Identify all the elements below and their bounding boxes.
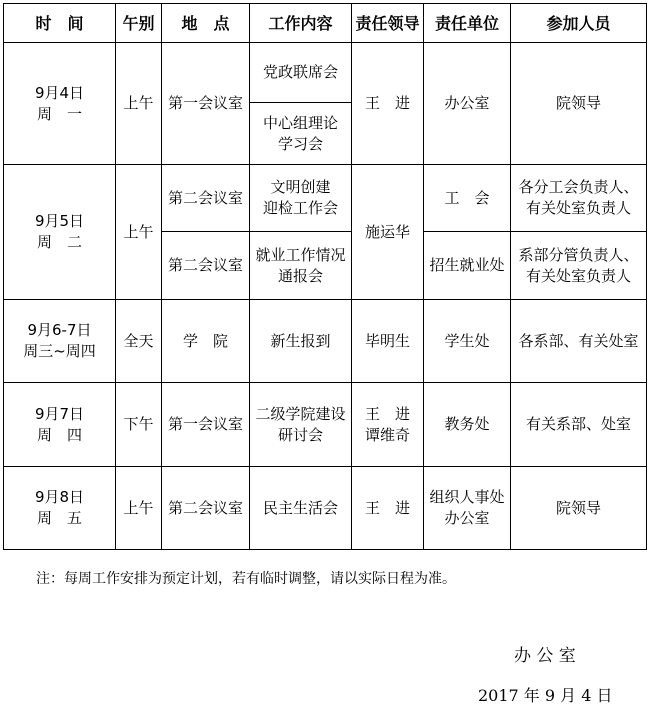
cell-leader: 王 进 谭维奇 xyxy=(352,383,424,467)
cell-attendees: 院领导 xyxy=(511,467,647,550)
cell-time: 9月8日 周 五 xyxy=(4,467,116,550)
cell-period: 全天 xyxy=(116,300,162,383)
header-unit: 责任单位 xyxy=(424,4,511,43)
cell-time: 9月6-7日 周三~周四 xyxy=(4,300,116,383)
cell-content: 文明创建 迎检工作会 xyxy=(250,165,352,232)
cell-content: 新生报到 xyxy=(250,300,352,383)
cell-place: 第二会议室 xyxy=(162,165,250,232)
cell-place: 第一会议室 xyxy=(162,43,250,165)
cell-period: 上午 xyxy=(116,165,162,300)
cell-unit: 办公室 xyxy=(424,43,511,165)
cell-place: 学 院 xyxy=(162,300,250,383)
cell-time: 9月4日 周 一 xyxy=(4,43,116,165)
header-row xyxy=(4,4,647,43)
table-row xyxy=(4,300,647,383)
cell-time: 9月7日 周 四 xyxy=(4,383,116,467)
cell-leader: 施运华 xyxy=(352,165,424,300)
cell-time: 9月5日 周 二 xyxy=(4,165,116,300)
cell-content: 二级学院建设 研讨会 xyxy=(250,383,352,467)
cell-place: 第一会议室 xyxy=(162,383,250,467)
header-time: 时 间 xyxy=(4,4,116,43)
cell-unit: 招生就业处 xyxy=(424,232,511,300)
cell-unit: 组织人事处 办公室 xyxy=(424,467,511,550)
header-leader: 责任领导 xyxy=(352,4,424,43)
cell-leader: 王 进 xyxy=(352,467,424,550)
header-content: 工作内容 xyxy=(250,4,352,43)
signature-date: 2017 年 9 月 4 日 xyxy=(478,686,613,705)
cell-attendees: 院领导 xyxy=(511,43,647,165)
cell-leader: 王 进 xyxy=(352,43,424,165)
cell-content: 民主生活会 xyxy=(250,467,352,550)
header-place: 地 点 xyxy=(162,4,250,43)
schedule-table xyxy=(3,3,647,550)
cell-content: 中心组理论 学习会 xyxy=(250,103,352,165)
schedule-note: 注：每周工作安排为预定计划，若有临时调整，请以实际日程为准。 xyxy=(36,571,456,587)
cell-place: 第二会议室 xyxy=(162,232,250,300)
cell-period: 上午 xyxy=(116,43,162,165)
table-row xyxy=(4,467,647,550)
cell-attendees: 各分工会负责人、 有关处室负责人 xyxy=(511,165,647,232)
cell-attendees: 各系部、有关处室 xyxy=(511,300,647,383)
table-row xyxy=(4,165,647,232)
cell-leader: 毕明生 xyxy=(352,300,424,383)
cell-content: 党政联席会 xyxy=(250,43,352,103)
cell-unit: 工 会 xyxy=(424,165,511,232)
cell-place: 第二会议室 xyxy=(162,467,250,550)
signature-office: 办 公 室 xyxy=(514,646,576,666)
cell-period: 下午 xyxy=(116,383,162,467)
table-row xyxy=(4,383,647,467)
cell-content: 就业工作情况 通报会 xyxy=(250,232,352,300)
cell-unit: 学生处 xyxy=(424,300,511,383)
cell-attendees: 有关系部、处室 xyxy=(511,383,647,467)
cell-unit: 教务处 xyxy=(424,383,511,467)
table-row xyxy=(4,43,647,103)
header-attendees: 参加人员 xyxy=(511,4,647,43)
header-period: 午别 xyxy=(116,4,162,43)
cell-attendees: 系部分管负责人、 有关处室负责人 xyxy=(511,232,647,300)
cell-period: 上午 xyxy=(116,467,162,550)
